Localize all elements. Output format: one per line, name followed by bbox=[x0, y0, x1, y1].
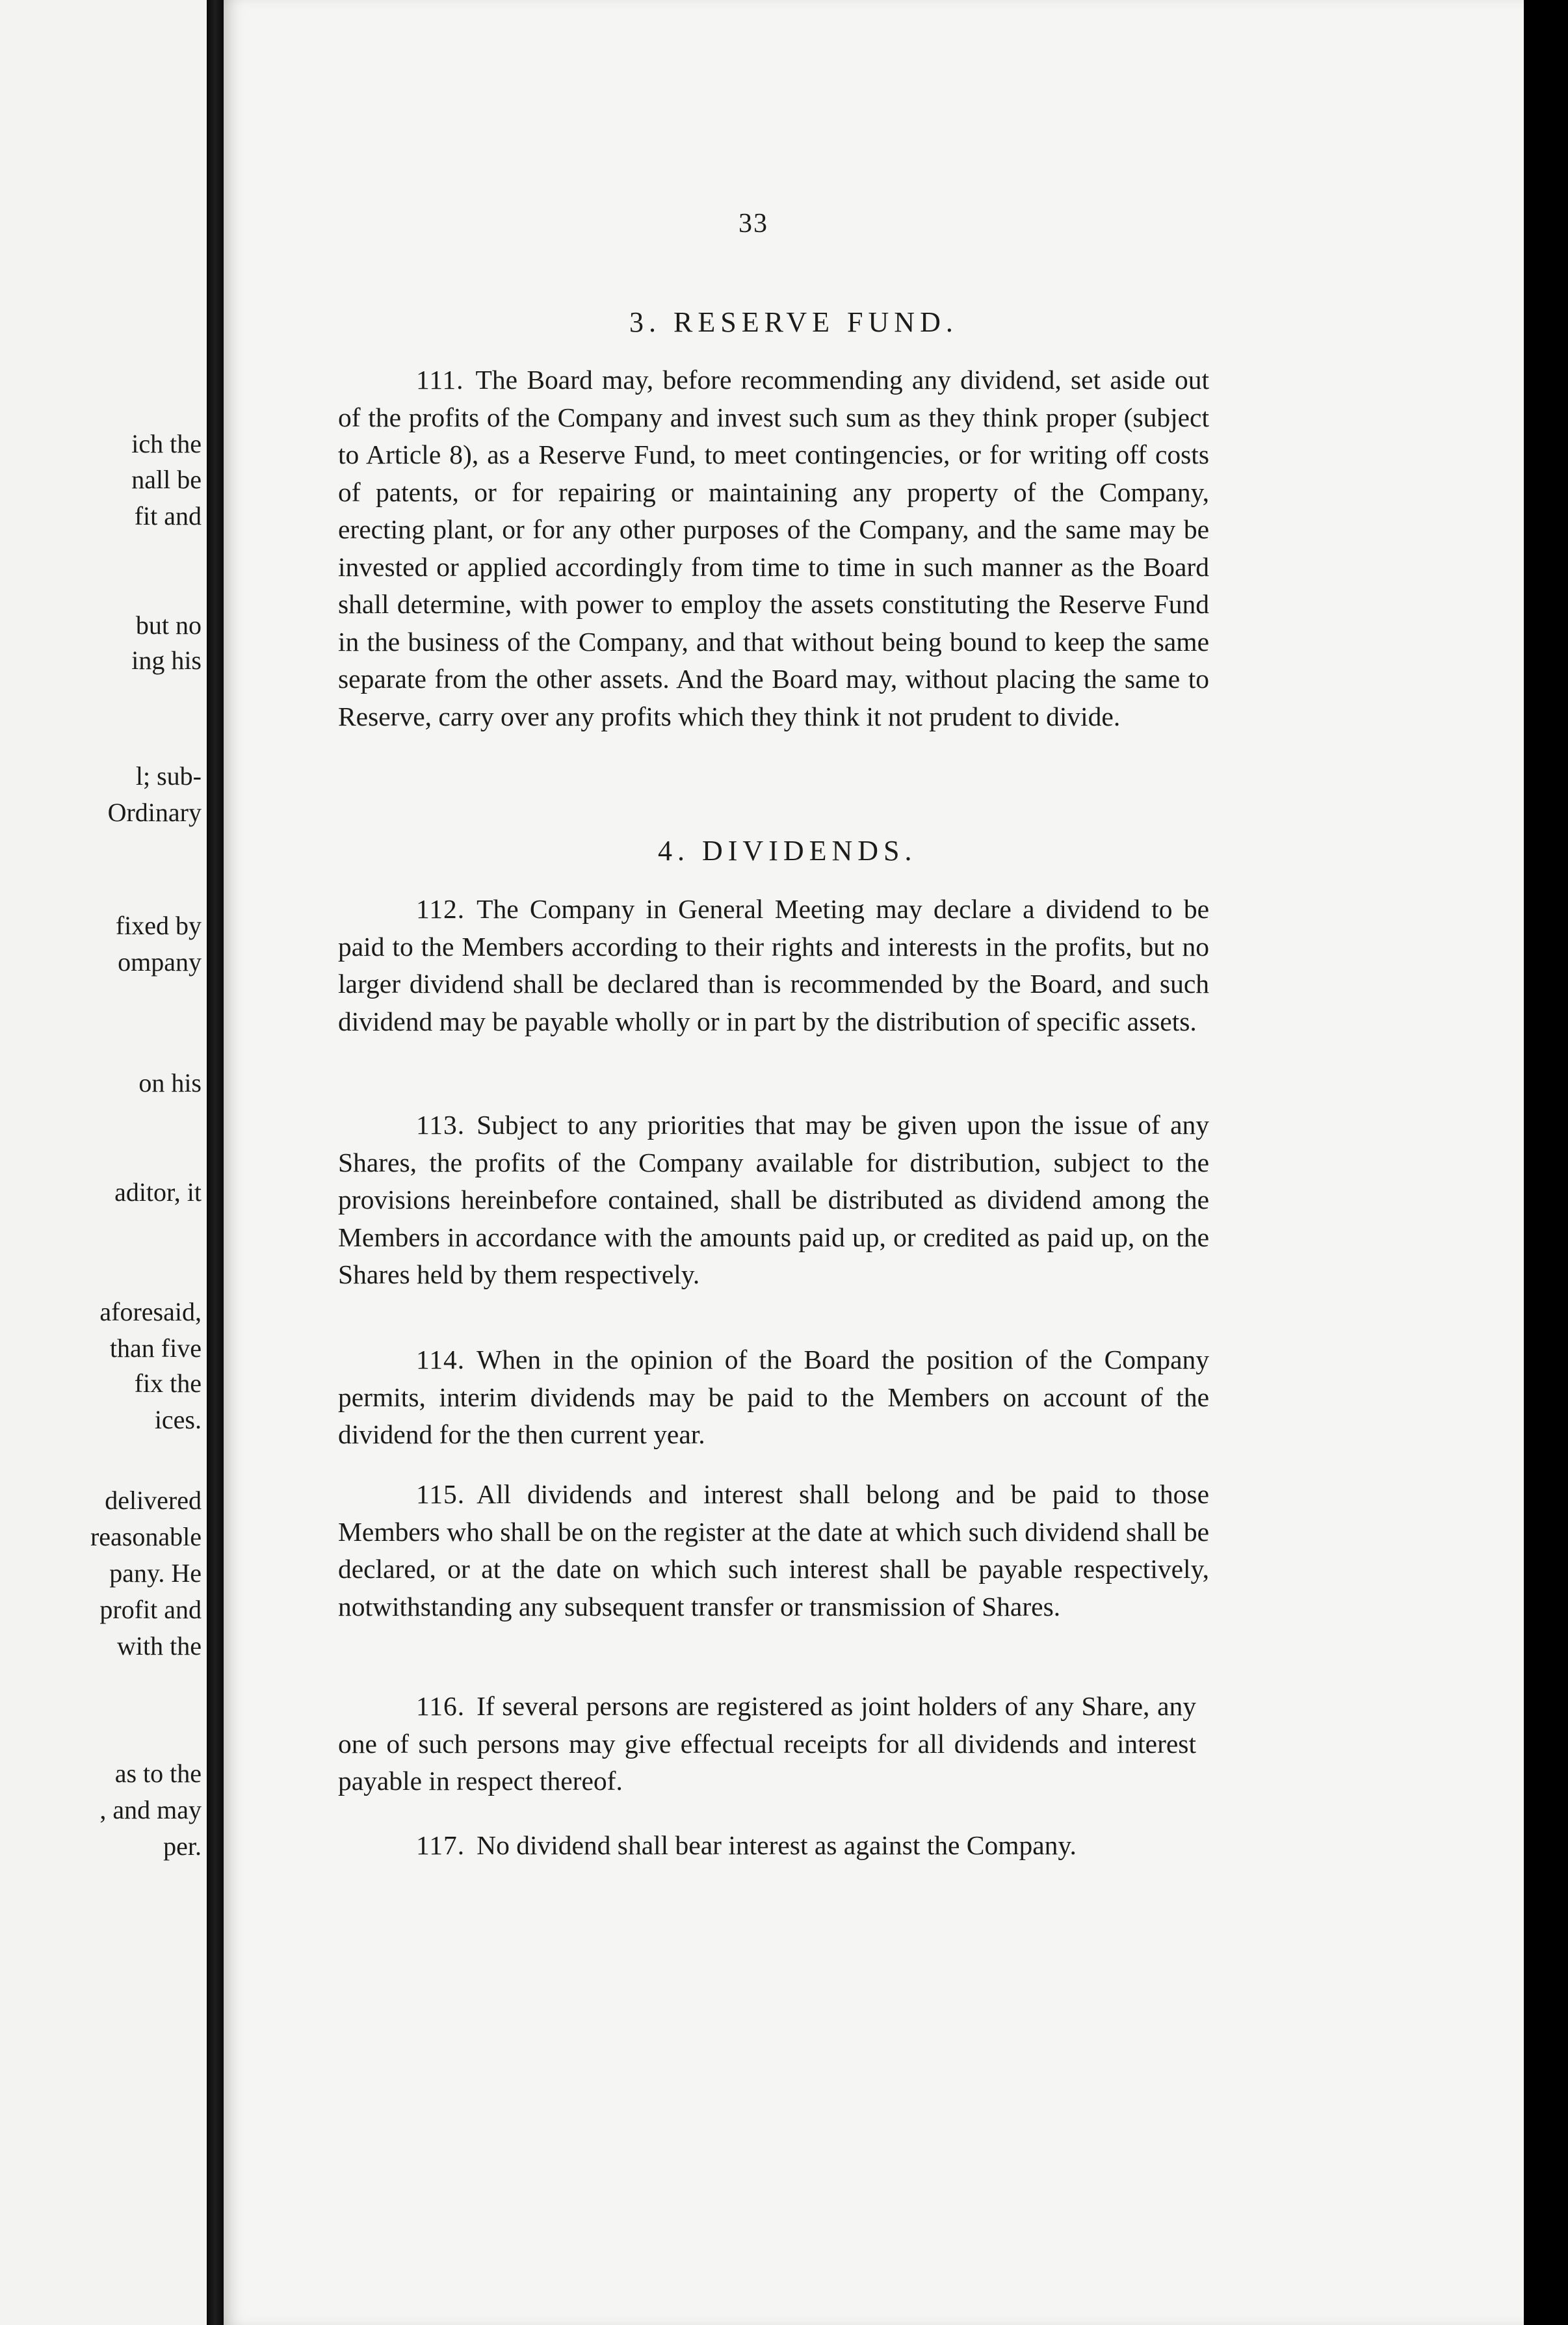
left-text-fragment: Ordinary bbox=[107, 798, 202, 827]
left-facing-page bbox=[0, 0, 207, 2325]
left-text-fragment: but no bbox=[135, 611, 202, 640]
left-text-fragment: ing his bbox=[131, 646, 202, 675]
section-heading-dividends: 4. DIVIDENDS. bbox=[658, 835, 917, 867]
article-115 bbox=[338, 1476, 1209, 1625]
section-heading-reserve-fund: 3. RESERVE FUND. bbox=[629, 306, 958, 338]
article-number: 111. bbox=[416, 365, 464, 395]
left-text-fragment: per. bbox=[163, 1832, 202, 1861]
left-text-fragment: , and may bbox=[99, 1795, 202, 1824]
left-text-fragment: delivered bbox=[105, 1486, 202, 1515]
scan-right-edge bbox=[1524, 0, 1568, 2325]
article-number: 112. bbox=[416, 894, 465, 924]
left-text-fragment: ich the bbox=[131, 429, 202, 458]
left-text-fragment: fixed by bbox=[115, 911, 202, 940]
article-117 bbox=[338, 1827, 1209, 1865]
left-text-fragment: profit and bbox=[99, 1595, 202, 1624]
article-text: When in the opinion of the Board the position of the Company permits, interim dividends may be paid to the Members on account of the dividend for the then current year. bbox=[338, 1345, 1209, 1449]
article-number: 113. bbox=[416, 1110, 465, 1140]
left-text-fragment: aforesaid, bbox=[99, 1297, 202, 1326]
article-text: If several persons are registered as joint holders of any Share, any one of such persons may give effectual receipts for all dividends and interest payable in respect thereof. bbox=[338, 1691, 1196, 1796]
article-text: The Board may, before recommending any dividend, set aside out of the profits of the Company and invest such sum as they think proper (subject to Article 8), as a Reserve Fund, to meet contingencies, or for writing off costs of patents, or for repairing or maintaining any property of the Company, erecting plant, or for any other purposes of the Company, and the same may be invested or applied accordingly from time to time in such manner as the Board shall determine, with power to employ the assets constituting the Reserve Fund in the business of the Company, and that without being bound to keep the same separate from the other assets. And the Board may, without placing the same to Reserve, carry over any profits which they think it not prudent to divide. bbox=[338, 365, 1209, 731]
left-text-fragment: pany. He bbox=[109, 1558, 202, 1588]
left-text-fragment: than five bbox=[109, 1333, 202, 1363]
left-text-fragment: fit and bbox=[134, 501, 202, 531]
article-text: Subject to any priorities that may be given upon the issue of any Shares, the profits of the Company available for distribution, subject to the provisions hereinbefore contained, shall be distributed as dividend among the Members in accordance with the amounts paid up, or credited as paid up, on the Shares held by them respectively. bbox=[338, 1110, 1209, 1289]
article-114 bbox=[338, 1341, 1209, 1454]
left-text-fragment: aditor, it bbox=[114, 1177, 202, 1207]
left-text-fragment: reasonable bbox=[90, 1522, 202, 1551]
left-text-fragment: fix the bbox=[134, 1369, 202, 1398]
left-text-fragment: as to the bbox=[114, 1759, 202, 1788]
article-number: 114. bbox=[416, 1345, 465, 1374]
article-number: 116. bbox=[416, 1691, 465, 1721]
article-text: No dividend shall bear interest as against the Company. bbox=[477, 1830, 1077, 1860]
article-113 bbox=[338, 1107, 1209, 1294]
article-number: 117. bbox=[416, 1830, 465, 1860]
article-number: 115. bbox=[416, 1479, 465, 1509]
left-text-fragment: on his bbox=[138, 1068, 202, 1097]
article-112 bbox=[338, 891, 1209, 1040]
book-spine-gutter bbox=[207, 0, 224, 2325]
article-111 bbox=[338, 361, 1209, 735]
left-text-fragment: with the bbox=[117, 1631, 202, 1661]
article-116 bbox=[338, 1688, 1196, 1800]
left-text-fragment: l; sub- bbox=[135, 761, 202, 791]
article-text: The Company in General Meeting may declare a dividend to be paid to the Members according to their rights and interests in the profits, but no larger dividend shall be declared than is recommended by the Board, and such dividend may be payable wholly or in part by the distribution of specific assets. bbox=[338, 894, 1209, 1036]
left-text-fragment: ices. bbox=[154, 1405, 202, 1434]
article-text: All dividends and interest shall belong and be paid to those Members who shall be on the register at the date at which such dividend shall be declared, or at the date on which such interest shall be payable respectively, notwithstanding any subsequent transfer or transmission of Shares. bbox=[338, 1479, 1209, 1622]
left-text-fragment: ompany bbox=[118, 947, 202, 977]
page-number: 33 bbox=[738, 209, 768, 239]
left-text-fragment: nall be bbox=[131, 465, 202, 494]
